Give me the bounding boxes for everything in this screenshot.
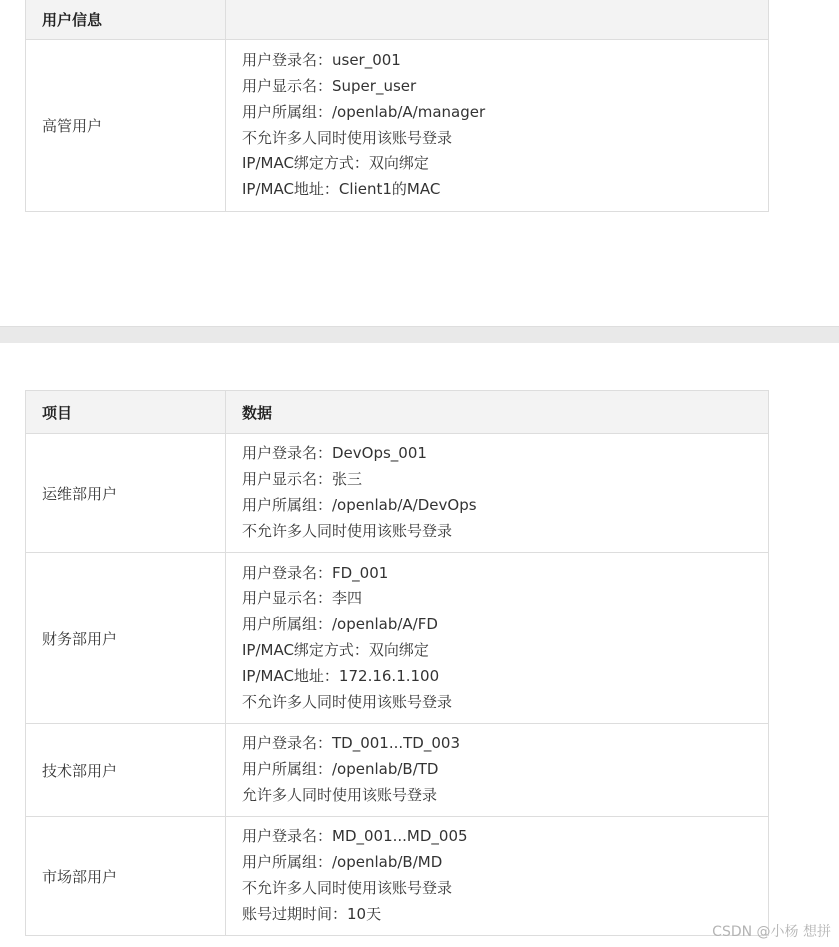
data-line: IP/MAC绑定方式：双向绑定 (242, 154, 429, 173)
data-line: 用户显示名：张三 (242, 470, 363, 489)
table-row-tech (26, 724, 769, 817)
row-label-finance: 财务部用户 (26, 553, 226, 724)
table-row-marketing (26, 817, 769, 936)
table-row-finance (26, 553, 769, 724)
data-line: 用户所属组：/openlab/A/DevOps (242, 496, 477, 514)
data-line: 用户所属组：/openlab/B/TD (242, 760, 439, 779)
data-line: 账号过期时间：10天 (242, 904, 382, 923)
data-line: 用户所属组：/openlab/B/MD (242, 853, 443, 872)
row-label-executive: 高管用户 (26, 40, 226, 212)
table-header-row (26, 391, 769, 434)
row-data-devops (226, 434, 769, 553)
data-line: 用户登录名：FD_001 (242, 563, 389, 582)
table-row-executive (26, 40, 769, 212)
data-line: 用户所属组：/openlab/A/manager (242, 102, 486, 121)
header-user-info: 用户信息 (26, 0, 226, 40)
data-line: 用户登录名：TD_001...TD_003 (242, 734, 460, 753)
data-line: 不允许多人同时使用该账号登录 (242, 879, 453, 897)
data-line: 用户登录名：MD_001...MD_005 (242, 827, 468, 846)
data-line: 用户显示名：Super_user (242, 76, 417, 95)
data-line: IP/MAC绑定方式：双向绑定 (242, 641, 429, 659)
row-data-executive (226, 40, 769, 212)
row-data-marketing (226, 817, 769, 936)
section-divider (0, 327, 839, 343)
data-line: 用户登录名：DevOps_001 (242, 444, 427, 463)
table-row-devops (26, 434, 769, 553)
row-data-tech (226, 724, 769, 817)
header-empty (226, 0, 769, 40)
header-data: 数据 (226, 391, 769, 434)
data-line: 允许多人同时使用该账号登录 (242, 785, 438, 804)
user-info-table (25, 0, 769, 212)
data-line: 用户登录名：user_001 (242, 51, 401, 70)
header-item: 项目 (26, 391, 226, 434)
data-line: 不允许多人同时使用该账号登录 (242, 128, 453, 147)
row-data-finance (226, 553, 769, 724)
row-label-tech: 技术部用户 (26, 724, 226, 817)
csdn-watermark: CSDN @小杨 想拼 (712, 924, 831, 940)
table-header-row (26, 0, 769, 40)
data-line: 不允许多人同时使用该账号登录 (242, 521, 453, 540)
data-line: 用户所属组：/openlab/A/FD (242, 615, 438, 634)
row-label-devops: 运维部用户 (26, 434, 226, 553)
row-label-marketing: 市场部用户 (26, 817, 226, 936)
data-line: 用户显示名：李四 (242, 589, 363, 608)
department-users-table (25, 390, 769, 936)
data-line: IP/MAC地址：172.16.1.100 (242, 666, 440, 685)
data-line: IP/MAC地址：Client1的MAC (242, 180, 441, 199)
data-line: 不允许多人同时使用该账号登录 (242, 692, 453, 711)
